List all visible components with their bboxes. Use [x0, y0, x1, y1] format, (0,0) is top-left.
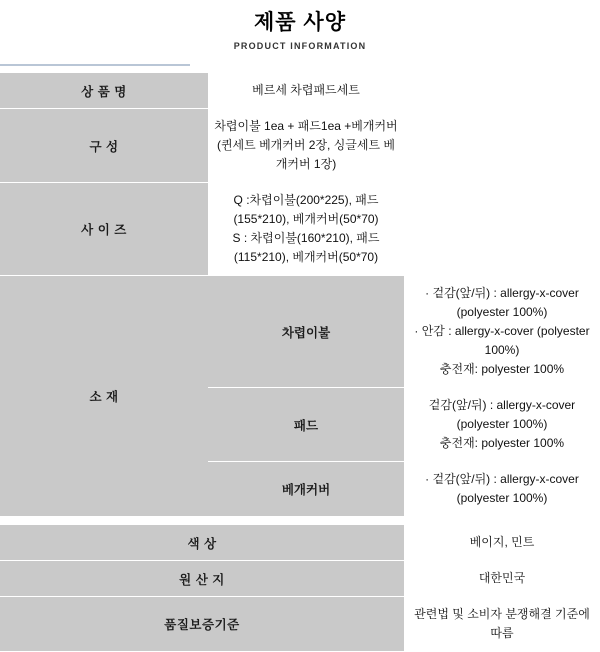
spacer-cell — [0, 517, 600, 525]
value-line: 대한민국 — [478, 571, 526, 585]
row-value-composition — [208, 109, 404, 183]
value-line: 차렵이불 1ea + 패드1ea +베개커버 — [214, 119, 398, 133]
page-title: 제품 사양 — [254, 11, 346, 34]
value-line: 베이지, 민트 — [469, 535, 535, 549]
row-value-product-name — [208, 73, 404, 109]
table-spacer — [0, 517, 600, 525]
material-value-pad — [404, 388, 600, 462]
value-line: S : 차렵이불(160*210), 패드(115*210), 베개커버(50*70) — [232, 231, 380, 264]
table-row — [0, 109, 600, 183]
value-line: · 안감 : allergy-x-cover (polyester 100%) — [414, 324, 590, 357]
row-label-product-name: 상 품 명 — [0, 73, 208, 109]
table-row-material — [0, 276, 600, 388]
material-value-pillowcase — [404, 462, 600, 517]
table-row — [0, 73, 600, 109]
row-label-composition: 구 성 — [0, 109, 208, 183]
value-line: · 겉감(앞/뒤) : allergy-x-cover (polyester 100%) — [425, 472, 579, 505]
value-line: 충전재: polyester 100% — [439, 436, 565, 450]
row-label-material: 소 재 — [0, 276, 208, 517]
value-line: 관련법 및 소비자 분쟁해결 기준에 따름 — [414, 607, 590, 640]
row-label-size: 사 이 즈 — [0, 183, 208, 276]
table-row — [0, 525, 600, 561]
table-row — [0, 597, 600, 652]
value-line: 베르세 차렵패드세트 — [252, 83, 360, 97]
table-row — [0, 183, 600, 276]
value-line: 겉감(앞/뒤) : allergy-x-cover (polyester 100%) — [428, 398, 576, 431]
material-value-comforter — [404, 276, 600, 388]
value-line: Q :차렵이불(200*225), 패드(155*210), 베개커버(50*70) — [233, 193, 379, 226]
specification-table — [0, 72, 600, 652]
material-label-comforter: 차렵이불 — [208, 276, 404, 388]
value-line: · 겉감(앞/뒤) : allergy-x-cover (polyester 100%) — [425, 286, 579, 319]
row-value-warranty — [404, 597, 600, 652]
row-label-warranty: 품질보증기준 — [0, 597, 404, 652]
value-line: (퀸세트 베개커버 2장, 싱글세트 베개커버 1장) — [216, 138, 396, 171]
row-value-origin — [404, 561, 600, 597]
value-line: 충전재: polyester 100% — [439, 362, 565, 376]
page-subtitle: PRODUCT INFORMATION — [233, 41, 367, 51]
table-row — [0, 561, 600, 597]
row-value-color — [404, 525, 600, 561]
material-label-pad: 패드 — [208, 388, 404, 462]
row-label-color: 색 상 — [0, 525, 404, 561]
header-divider — [0, 64, 190, 66]
page-header — [0, 0, 600, 52]
row-value-size — [208, 183, 404, 276]
material-label-pillowcase: 베개커버 — [208, 462, 404, 517]
row-label-origin: 원 산 지 — [0, 561, 404, 597]
